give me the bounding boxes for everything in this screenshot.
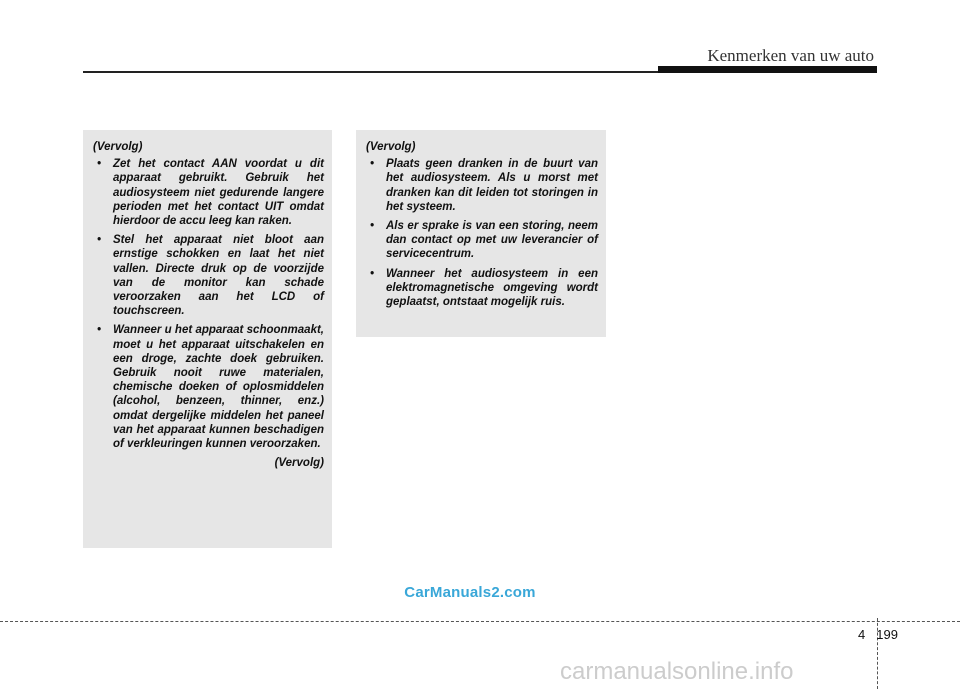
note-list — [366, 157, 598, 309]
list-item-text: Plaats geen dranken in de buurt van het audiosysteem. Als u morst met dranken kan dit leiden tot storingen in het systeem. — [386, 158, 598, 213]
list-item-text: Als er sprake is van een storing, neem dan contact op met uw leverancier of servicecentrum. — [386, 220, 598, 261]
bullet-icon: • — [97, 158, 102, 171]
list-item — [93, 157, 324, 228]
watermark-link[interactable]: CarManuals2.com — [404, 584, 536, 601]
caution-note-left — [83, 130, 332, 548]
page-number-value: 199 — [876, 627, 898, 642]
note-heading: (Vervolg) — [366, 141, 416, 153]
caution-note-right — [356, 130, 606, 337]
list-item — [366, 267, 598, 310]
note-heading: (Vervolg) — [93, 141, 143, 153]
site-footer-watermark: carmanualsonline.info — [560, 658, 794, 685]
page-number — [858, 627, 898, 642]
list-item-text: Stel het apparaat niet bloot aan ernstige schokken en laat het niet vallen. Directe druk op de voorzijde van de monitor kan schade veroorzaken aan het LCD of touchscreen. — [113, 234, 324, 318]
header-divider — [83, 71, 658, 73]
continued-label: (Vervolg) — [274, 457, 324, 470]
note-list — [93, 157, 324, 451]
list-item — [366, 157, 598, 214]
list-item-text: Wanneer het audiosysteem in een elektromagnetische omgeving wordt geplaatst, ontstaat mogelijk ruis. — [386, 267, 598, 309]
list-item — [93, 233, 324, 318]
chapter-number: 4 — [858, 627, 866, 642]
bullet-icon: • — [97, 234, 102, 247]
header-divider-accent — [658, 66, 877, 73]
page-header-title: Kenmerken van uw auto — [707, 46, 874, 65]
list-item-text: Wanneer u het apparaat schoonmaakt, moet u het apparaat uitschakelen en een droge, zachte doek gebruiken. Gebruik nooit ruwe materialen, chemische doeken of oplosmiddelen (alcohol, benzeen, thinner, enz.) omdat dergelijke middelen het paneel van het apparaat kunnen beschadigen of verkleuringen kunnen veroorzaken. — [113, 324, 324, 451]
list-item — [93, 323, 324, 451]
footer-divider — [0, 621, 960, 622]
bullet-icon: • — [370, 158, 375, 171]
bullet-icon: • — [97, 324, 102, 337]
list-item-text: Zet het contact AAN voordat u dit apparaat gebruikt. Gebruik het audiosysteem niet gedurende langere perioden met het contact UIT omdat hierdoor de accu leeg kan raken. — [113, 158, 324, 228]
bullet-icon: • — [370, 267, 375, 280]
bullet-icon: • — [370, 220, 375, 233]
list-item — [366, 219, 598, 262]
